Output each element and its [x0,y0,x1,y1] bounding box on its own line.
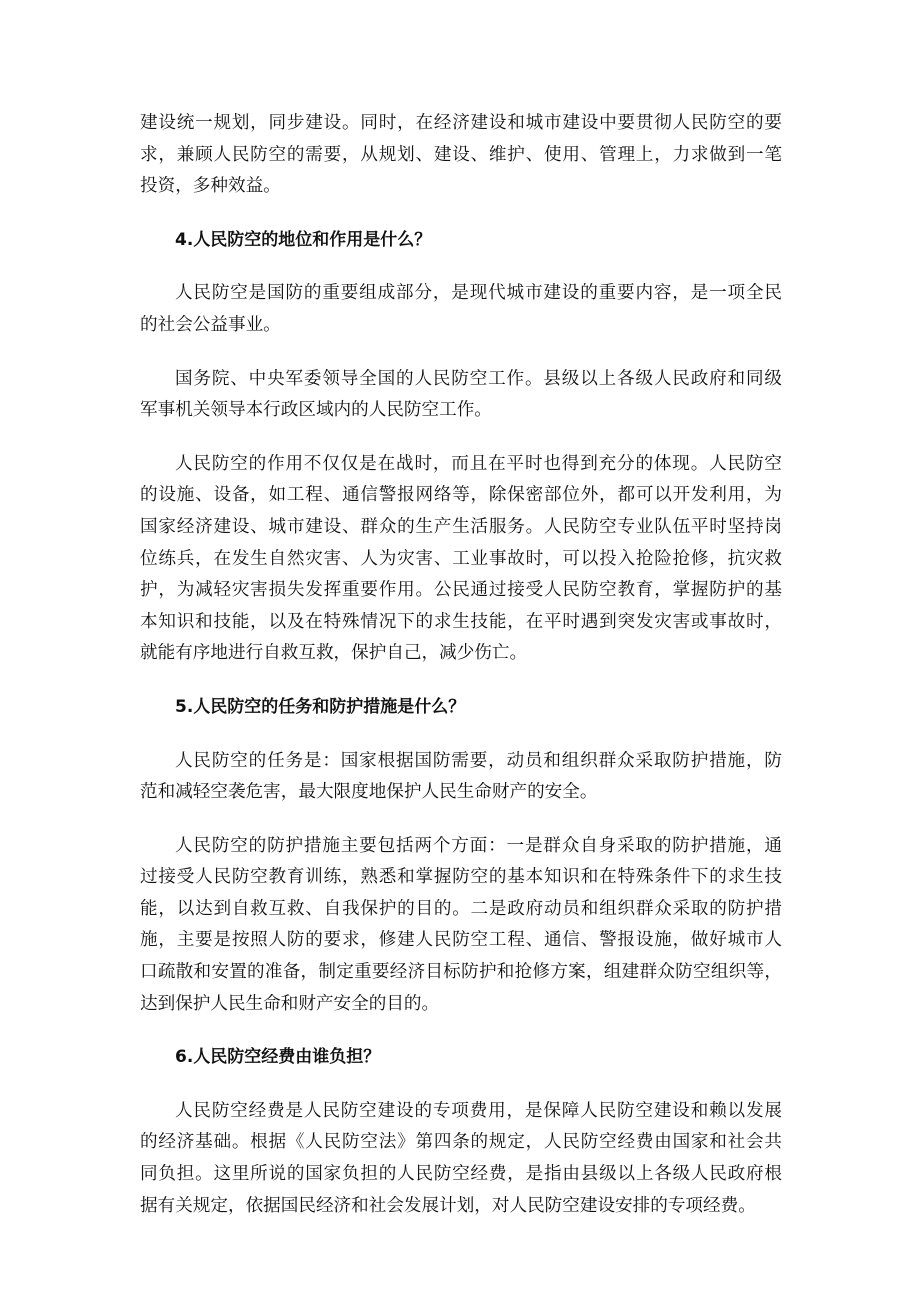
paragraph-line: 范和减轻空袭危害，最大限度地保护人民生命财产的安全。 [140,782,598,803]
paragraph-line: 人民防空的作用不仅仅是在战时，而且在平时也得到充分的体现。人民防空 [175,453,782,474]
paragraph-line: 本知识和技能，以及在特殊情况下的求生技能，在平时遇到突发灾害或事故时， [140,611,782,632]
paragraph-line: 求，兼顾人民防空的需要，从规划、建设、维护、使用、管理上，力求做到一笔 [140,144,782,165]
paragraph [140,746,782,809]
document-body [140,108,782,1244]
paragraph-line: 位练兵，在发生自然灾害、人为灾害、工业事故时，可以投入抢险抢修，抗灾救 [140,548,782,569]
paragraph-line: 人民防空的任务是：国家根据国防需要，动员和组织群众采取防护措施，防 [175,750,782,771]
paragraph-line: 据有关规定，依据国民经济和社会发展计划，对人民防空建设安排的专项经费。 [140,1195,756,1216]
section-heading: 6.人民防空经费由谁负担？ [175,1047,381,1068]
paragraph-line: 施，主要是按照人防的要求，修建人民防空工程、通信、警报设施，做好城市人 [140,930,782,951]
paragraph-line: 过接受人民防空教育训练，熟悉和掌握防空的基本知识和在特殊条件下的求生技 [140,867,782,888]
paragraph [140,364,782,427]
section-heading: 5.人民防空的任务和防护措施是什么？ [175,696,466,717]
paragraph-line: 国务院、中央军委领导全国的人民防空工作。县级以上各级人民政府和同级 [175,368,782,389]
paragraph-line: 国家经济建设、城市建设、群众的生产生活服务。人民防空专业队伍平时坚持岗 [140,516,782,537]
paragraph-line: 的社会公益事业。 [140,314,281,335]
paragraph-line: 投资，多种效益。 [140,176,281,197]
paragraph-line: 建设统一规划，同步建设。同时，在经济建设和城市建设中要贯彻人民防空的要 [140,113,782,133]
paragraph-line: 就能有序地进行自救互救，保护自己，减少伤亡。 [140,643,528,664]
section-heading: 4.人民防空的地位和作用是什么？ [175,229,432,250]
paragraph-line: 达到保护人民生命和财产安全的目的。 [140,993,440,1014]
paragraph-line: 军事机关领导本行政区域内的人民防空工作。 [140,400,492,421]
paragraph-line: 的经济基础。根据《人民防空法》第四条的规定，人民防空经费由国家和社会共 [140,1132,782,1153]
continued-paragraph [140,108,782,203]
paragraph-line: 的设施、设备，如工程、通信警报网络等，除保密部位外，都可以开发利用，为 [140,485,782,506]
paragraph [140,449,782,670]
paragraph-line: 人民防空是国防的重要组成部分，是现代城市建设的重要内容，是一项全民 [175,283,782,304]
paragraph-line: 人民防空的防护措施主要包括两个方面：一是群众自身采取的防护措施，通 [175,835,782,856]
paragraph [140,278,782,341]
paragraph-line: 能，以达到自救互救、自我保护的目的。二是政府动员和组织群众采取的防护措 [140,898,782,919]
paragraph-line: 同负担。这里所说的国家负担的人民防空经费，是指由县级以上各级人民政府根 [140,1164,782,1185]
paragraph-line: 护，为减轻灾害损失发挥重要作用。公民通过接受人民防空教育，掌握防护的基 [140,580,782,601]
paragraph-line: 人民防空经费是人民防空建设的专项费用，是保障人民防空建设和赖以发展 [175,1100,782,1121]
paragraph [140,831,782,1021]
paragraph-line: 口疏散和安置的准备，制定重要经济目标防护和抢修方案，组建群众防空组织等， [140,962,782,983]
paragraph [140,1096,782,1222]
